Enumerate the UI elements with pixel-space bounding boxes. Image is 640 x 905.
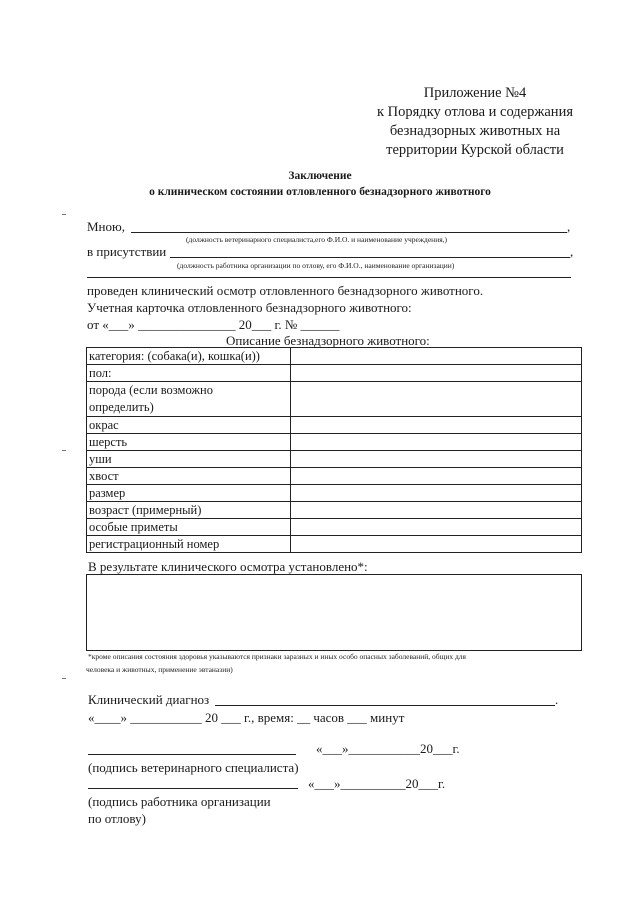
vet-signature-caption: (подпись ветеринарного специалиста) bbox=[88, 760, 299, 775]
presence-caption: (должность работника организации по отлову, его Ф.И.О., наименование организации) bbox=[177, 261, 455, 270]
row-value-cell[interactable] bbox=[291, 348, 582, 365]
annex-header bbox=[340, 84, 610, 160]
margin-mark bbox=[62, 450, 66, 451]
table-row bbox=[87, 468, 582, 485]
description-heading: Описание безнадзорного животного: bbox=[226, 333, 430, 348]
row-label: шерсть bbox=[87, 434, 291, 451]
footnote-line-2: человека и животных, применение эвтаназии) bbox=[86, 665, 233, 674]
table-row bbox=[87, 519, 582, 536]
table-row bbox=[87, 434, 582, 451]
document-subtitle: о клиническом состоянии отловленного безнадзорного животного bbox=[149, 186, 491, 198]
row-value-cell[interactable] bbox=[291, 502, 582, 519]
margin-mark bbox=[62, 214, 66, 215]
table-row bbox=[87, 485, 582, 502]
diagnosis-fill-line[interactable] bbox=[215, 705, 555, 706]
row-value-cell[interactable] bbox=[291, 485, 582, 502]
presence-label: в присутствии bbox=[87, 244, 167, 259]
diagnosis-label: Клинический диагноз bbox=[88, 692, 210, 707]
row-label: хвост bbox=[87, 468, 291, 485]
row-value-cell[interactable] bbox=[291, 536, 582, 553]
row-label-line-2: определить) bbox=[89, 400, 154, 414]
table-row bbox=[87, 417, 582, 434]
vet-signature-date: «___»___________20___г. bbox=[316, 741, 460, 756]
row-value-cell[interactable] bbox=[291, 451, 582, 468]
row-label-line-1: порода (если возможно bbox=[89, 383, 213, 397]
row-value-cell[interactable] bbox=[291, 434, 582, 451]
vet-signature-line[interactable] bbox=[88, 754, 296, 755]
presence-extra-line[interactable] bbox=[87, 277, 571, 278]
org-signature-caption-1: (подпись работника организации bbox=[88, 794, 271, 809]
document-title: Заключение bbox=[288, 170, 352, 182]
row-value-cell[interactable] bbox=[291, 365, 582, 382]
presence-fill-line[interactable] bbox=[170, 257, 570, 258]
annex-line-3: безнадзорных животных на bbox=[389, 123, 561, 139]
table-row bbox=[87, 382, 582, 417]
row-value-cell[interactable] bbox=[291, 468, 582, 485]
row-value-cell[interactable] bbox=[291, 519, 582, 536]
row-label: размер bbox=[87, 485, 291, 502]
annex-line-4: территории Курской области bbox=[386, 142, 564, 158]
row-label: категория: (собака(и), кошка(и)) bbox=[87, 348, 291, 365]
result-box[interactable] bbox=[86, 574, 582, 651]
table-row bbox=[87, 502, 582, 519]
mnoyu-fill-line[interactable] bbox=[131, 232, 567, 233]
mnoyu-caption: (должность ветеринарного специалиста,его Ф.И.О. и наименование учреждения,) bbox=[186, 235, 448, 244]
mnoyu-label: Мною, bbox=[87, 219, 125, 234]
row-label bbox=[87, 382, 291, 417]
annex-line-1: Приложение №4 bbox=[423, 85, 527, 101]
card-date-line: от «___» _______________ 20___ г. № ______ bbox=[87, 317, 340, 332]
row-label: особые приметы bbox=[87, 519, 291, 536]
org-signature-date: «___»__________20___г. bbox=[308, 776, 446, 791]
description-table bbox=[86, 347, 582, 553]
row-label: регистрационный номер bbox=[87, 536, 291, 553]
row-label: возраст (примерный) bbox=[87, 502, 291, 519]
table-row bbox=[87, 536, 582, 553]
margin-mark bbox=[62, 678, 66, 679]
diagnosis-date-line: «____» ___________ 20 ___ г., время: __ часов ___ минут bbox=[88, 710, 405, 725]
org-signature-caption-2: по отлову) bbox=[88, 811, 146, 826]
table-row bbox=[87, 348, 582, 365]
exam-text: проведен клинический осмотр отловленного безнадзорного животного. bbox=[87, 283, 484, 298]
result-heading: В результате клинического осмотра установлено*: bbox=[88, 559, 368, 574]
footnote-line-1: *кроме описания состояния здоровья указываются признаки заразных и иных особо опасных заболеваний, общих для bbox=[88, 652, 466, 661]
row-value-cell[interactable] bbox=[291, 382, 582, 417]
row-label: уши bbox=[87, 451, 291, 468]
org-signature-line[interactable] bbox=[88, 788, 298, 789]
table-row bbox=[87, 365, 582, 382]
row-label: пол: bbox=[87, 365, 291, 382]
row-label: окрас bbox=[87, 417, 291, 434]
table-row bbox=[87, 451, 582, 468]
card-text: Учетная карточка отловленного безнадзорного животного: bbox=[87, 300, 412, 315]
annex-line-2: к Порядку отлова и содержания bbox=[377, 104, 573, 120]
row-value-cell[interactable] bbox=[291, 417, 582, 434]
